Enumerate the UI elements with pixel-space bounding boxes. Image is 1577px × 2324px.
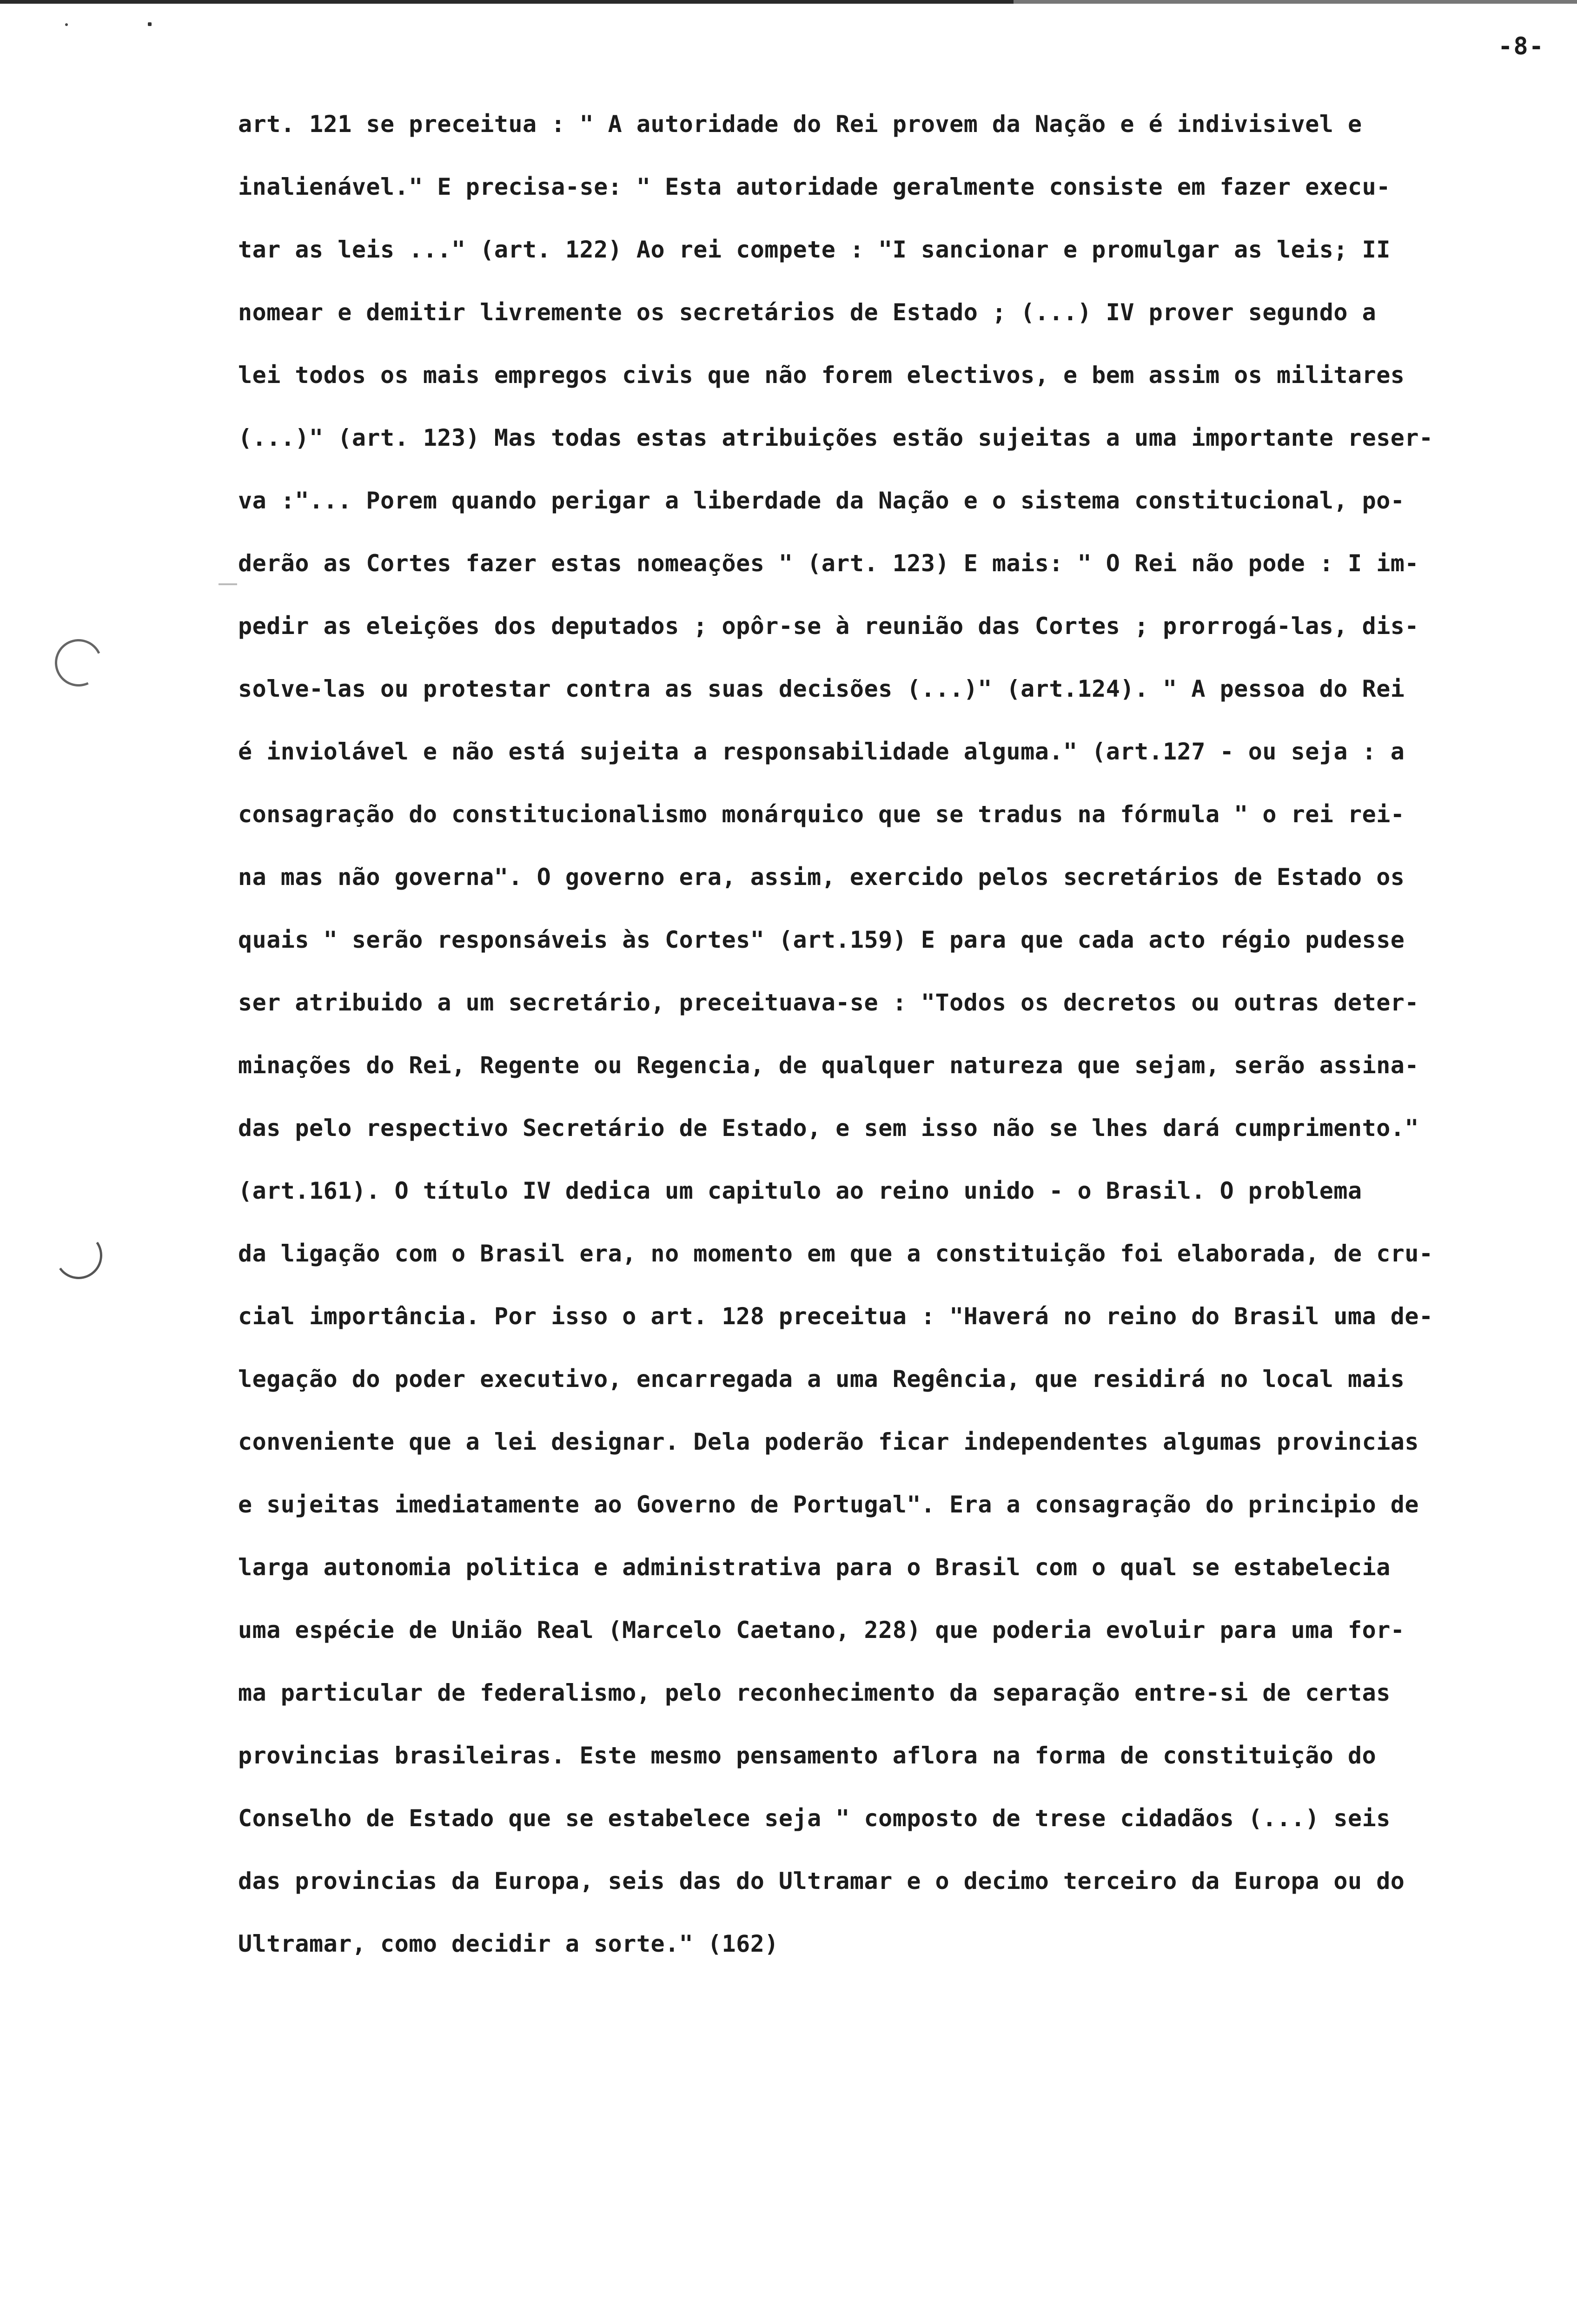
scan-corner-mark <box>148 22 152 26</box>
body-text <box>238 93 1558 1975</box>
scan-speck <box>219 583 237 585</box>
punch-hole-upper <box>48 633 109 693</box>
text-line: uma espécie de União Real (Marcelo Caetano, 228) que poderia evoluir para uma for- <box>238 1617 1405 1644</box>
text-line: lei todos os mais empregos civis que não forem electivos, e bem assim os militares <box>238 362 1405 389</box>
text-line: quais " serão responsáveis às Cortes" (art.159) E para que cada acto régio pudesse <box>238 926 1405 953</box>
text-line: larga autonomia politica e administrativa para o Brasil com o qual se estabelecia <box>238 1554 1391 1581</box>
top-edge-rule-faded <box>1014 0 1577 4</box>
scan-dot-mark <box>65 23 68 26</box>
text-line: cial importância. Por isso o art. 128 preceitua : "Haverá no reino do Brasil uma de- <box>238 1303 1433 1330</box>
text-line: tar as leis ..." (art. 122) Ao rei compete : "I sancionar e promulgar as leis; II <box>238 236 1391 263</box>
page-number: -8- <box>1498 33 1544 60</box>
text-line: ser atribuido a um secretário, preceituava-se : "Todos os decretos ou outras deter- <box>238 989 1419 1016</box>
text-line: legação do poder executivo, encarregada a uma Regência, que residirá no local mais <box>238 1366 1405 1393</box>
text-line: consagração do constitucionalismo monárquico que se tradus na fórmula " o rei rei- <box>238 801 1405 828</box>
text-line: art. 121 se preceitua : " A autoridade do Rei provem da Nação e é indivisivel e <box>238 111 1362 138</box>
text-line: das provincias da Europa, seis das do Ultramar e o decimo terceiro da Europa ou do <box>238 1868 1405 1895</box>
text-line: derão as Cortes fazer estas nomeações " (art. 123) E mais: " O Rei não pode : I im- <box>238 550 1419 577</box>
text-line: é inviolável e não está sujeita a responsabilidade alguma." (art.127 - ou seja : a <box>238 738 1405 765</box>
text-line: e sujeitas imediatamente ao Governo de Portugal". Era a consagração do principio de <box>238 1491 1419 1518</box>
text-line: das pelo respectivo Secretário de Estado, e sem isso não se lhes dará cumprimento." <box>238 1115 1419 1142</box>
text-line: (art.161). O título IV dedica um capitulo ao reino unido - o Brasil. O problema <box>238 1177 1362 1204</box>
text-line: Conselho de Estado que se estabelece seja " composto de trese cidadãos (...) seis <box>238 1805 1391 1832</box>
text-line: inalienável." E precisa-se: " Esta autoridade geralmente consiste em fazer execu- <box>238 173 1391 200</box>
text-line: ma particular de federalismo, pelo reconhecimento da separação entre-si de certas <box>238 1679 1391 1706</box>
text-line: da ligação com o Brasil era, no momento em que a constituição foi elaborada, de cru- <box>238 1240 1433 1267</box>
text-line: conveniente que a lei designar. Dela poderão ficar independentes algumas provincias <box>238 1428 1419 1455</box>
text-line: pedir as eleições dos deputados ; opôr-se à reunião das Cortes ; prorrogá-las, dis- <box>238 613 1419 640</box>
punch-hole-lower <box>51 1228 106 1283</box>
text-line: provincias brasileiras. Este mesmo pensamento aflora na forma de constituição do <box>238 1742 1377 1769</box>
text-line: nomear e demitir livremente os secretários de Estado ; (...) IV prover segundo a <box>238 299 1377 326</box>
text-line: minações do Rei, Regente ou Regencia, de qualquer natureza que sejam, serão assina- <box>238 1052 1419 1079</box>
text-line: solve-las ou protestar contra as suas decisões (...)" (art.124). " A pessoa do Rei <box>238 675 1405 702</box>
text-line: (...)" (art. 123) Mas todas estas atribuições estão sujeitas a uma importante reser- <box>238 424 1433 451</box>
text-line: Ultramar, como decidir a sorte." (162) <box>238 1930 779 1957</box>
text-line: na mas não governa". O governo era, assim, exercido pelos secretários de Estado os <box>238 864 1405 891</box>
text-line: va :"... Porem quando perigar a liberdade da Nação e o sistema constitucional, po- <box>238 487 1405 514</box>
